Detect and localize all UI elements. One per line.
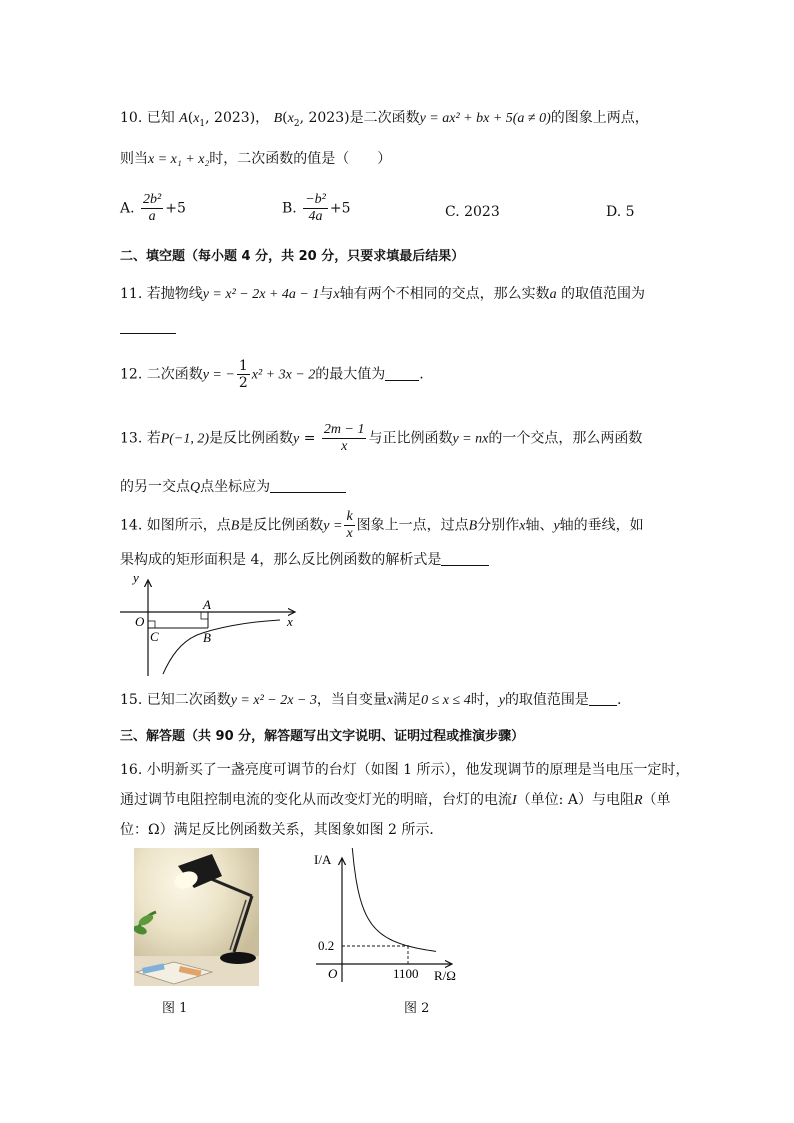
q14-right-angle-c [148,621,155,628]
section-3-heading: 三、解答题（共 90 分，解答题写出文字说明、证明过程或推演步骤） [120,729,525,744]
graph-xlabel: R/Ω [434,968,456,983]
q14-line1: 14. 如图所示，点B是反比例函数y = $\frac{k}{x}$ 图象上一点，过点B分别作x轴、y轴的垂线，如 [120,509,644,541]
q14-label-o: O [135,614,145,629]
q16-line2: 通过调节电阻控制电流的变化从而改变灯光的明暗，台灯的电流I（单位: A）与电阻R（单 [120,792,671,808]
q10-option-d[interactable]: D. 5 [606,204,635,220]
q15-line: 15. 已知二次函数y = x² − 2x − 3，当自变量x满足0 ≤ x ≤ 4时，y的取值范围是 . [120,692,622,708]
q13-answer-blank[interactable] [270,478,346,493]
q14-answer-blank[interactable] [441,551,489,566]
figure-1-caption: 图 1 [162,1001,188,1016]
q14-label-c: C [150,629,159,644]
q14-right-angle-a [201,612,208,619]
q16-line3: 位：Ω）满足反比例函数关系，其图象如图 2 所示． [120,822,444,838]
figure-2-caption: 图 2 [404,1001,430,1016]
q13-line2: 的另一交点Q点坐标应为 [120,477,346,498]
q13-line1: 13. 若P(−1, 2)是反比例函数y = $\frac{2m - 1}{x}$ 与正比例函数y = nx的一个交点，那么两函数 [120,422,643,454]
q14-label-y: y [133,570,139,585]
q14-label-x: x [287,614,293,629]
q10-option-c[interactable]: C. 2023 [445,204,500,220]
q12-answer-blank[interactable] [385,366,419,381]
q14-label-b: B [203,630,211,645]
q10-option-b[interactable]: B. $\frac{\text{−b²}}{4a}$ +5 [282,192,351,224]
graph-point [407,945,409,947]
desk-lamp-icon [134,848,259,986]
q14-line2: 果构成的矩形面积是 4，那么反比例函数的解析式是 [120,550,489,570]
q15-answer-blank[interactable] [589,691,617,706]
current-resistance-graph [312,848,472,988]
q10-line1: 10. 已知 $A(x_1$, 2023)， $B(x_2$, 2023)是二次函数y = ax² + bx + 5(a ≠ 0)的图象上两点， [120,110,649,129]
q10-options [120,192,680,236]
graph-origin: O [328,966,338,981]
q12-line: 12. 二次函数y = − $\frac{1}{2}$ x² + 3x − 2的最大值为 . [120,358,424,391]
q11-answer-blank[interactable] [120,318,176,338]
q16-line1: 16. 小明新买了一盏亮度可调节的台灯（如图 1 所示），他发现调节的原理是当电压一定时， [120,762,690,778]
graph-curve [352,848,436,951]
graph-ylabel: I/A [314,852,332,867]
q10-line2: 则当x = x₁ + x₂时，二次函数的值是（ ） [120,151,392,167]
graph-ytick: 0.2 [318,938,335,953]
q11-line1: 11. 若抛物线y = x² − 2x + 4a − 1与x轴有两个不相同的交点，那么实数a 的取值范围为 [120,286,646,302]
graph-xtick: 1100 [393,966,419,981]
section-2-heading: 二、填空题（每小题 4 分，共 20 分，只要求填最后结果） [120,249,465,264]
q10-option-a[interactable]: A. $\frac{\text{2b²}}{a}$ +5 [120,192,186,224]
q14-label-a: A [203,597,211,612]
q14-figure [115,570,305,680]
lamp-photo [134,848,259,986]
q10-function: y = ax² + bx + 5(a ≠ 0) [419,111,551,126]
